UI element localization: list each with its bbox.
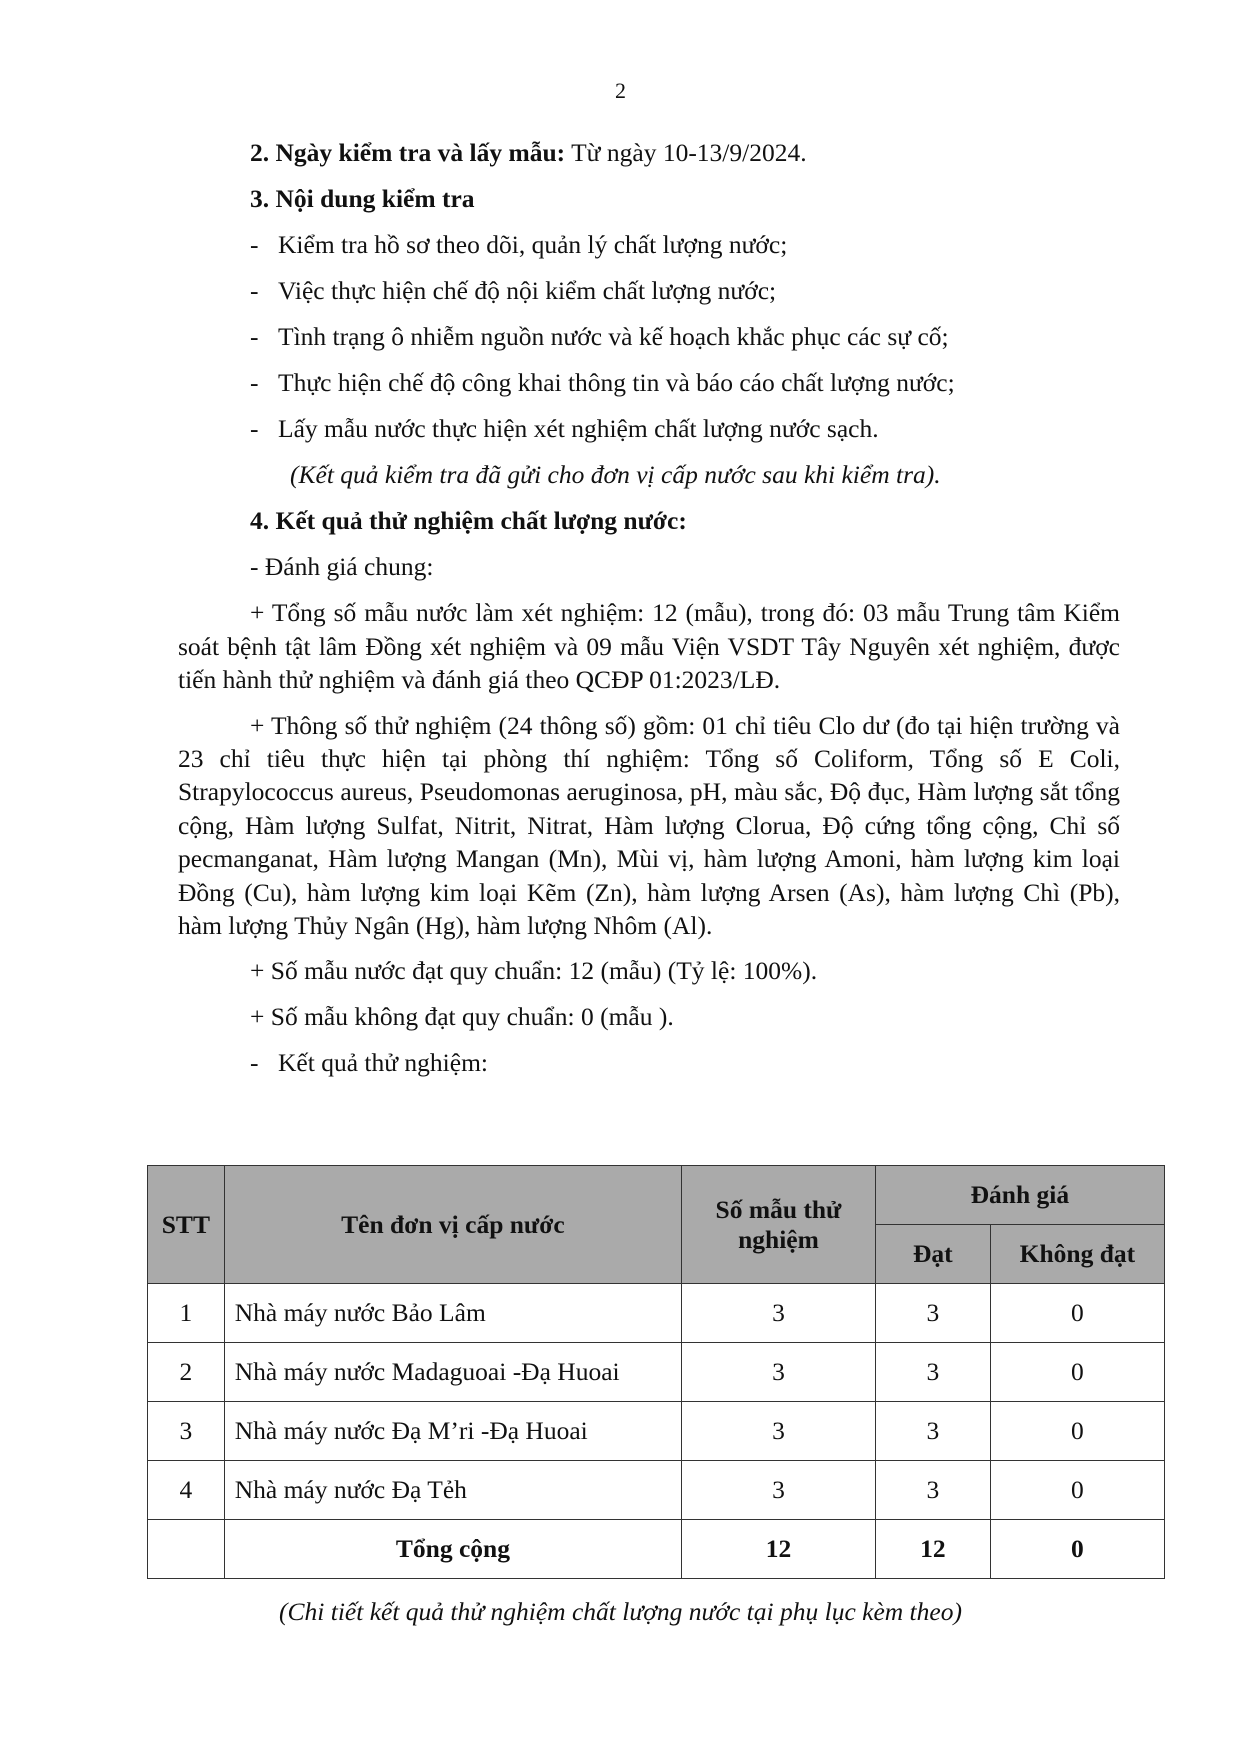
result-table <box>147 1165 1165 1579</box>
cell-pass: 3 <box>875 1284 990 1343</box>
section-2 <box>250 136 1120 170</box>
section-3 <box>250 182 1120 216</box>
table-footnote: (Chi tiết kết quả thử nghiệm chất lượng nước tại phụ lục kèm theo) <box>279 1597 962 1626</box>
cell-name: Nhà máy nước Bảo Lâm <box>224 1284 681 1343</box>
fail-summary: + Số mẫu không đạt quy chuẩn: 0 (mẫu ). <box>250 1002 674 1032</box>
table-total-row <box>148 1520 1165 1579</box>
total-samples: 12 <box>682 1520 876 1579</box>
cell-stt: 2 <box>148 1343 225 1402</box>
table-row <box>148 1402 1165 1461</box>
result-label: - Kết quả thử nghiệm: <box>250 1046 1120 1080</box>
header-name: Tên đơn vị cấp nước <box>224 1166 681 1284</box>
section-4 <box>250 504 1120 538</box>
header-samples: Số mẫu thử nghiệm <box>682 1166 876 1284</box>
section-4-label: 4. Kết quả thử nghiệm chất lượng nước: <box>250 506 687 535</box>
cell-samples: 3 <box>682 1461 876 1520</box>
list-item: - Kiểm tra hồ sơ theo dõi, quản lý chất lượng nước; <box>250 228 1120 262</box>
header-fail: Không đạt <box>990 1225 1164 1284</box>
section-3-note: (Kết quả kiểm tra đã gửi cho đơn vị cấp nước sau khi kiểm tra). <box>290 460 941 489</box>
table-row <box>148 1343 1165 1402</box>
list-item: - Lấy mẫu nước thực hiện xét nghiệm chất lượng nước sạch. <box>250 412 1120 446</box>
cell-pass: 3 <box>875 1402 990 1461</box>
cell-name: Nhà máy nước Madaguoai -Đạ Huoai <box>224 1343 681 1402</box>
general-assessment-label: - Đánh giá chung: <box>250 552 434 581</box>
total-label: Tổng cộng <box>224 1520 681 1579</box>
cell-name: Nhà máy nước Đạ M’ri -Đạ Huoai <box>224 1402 681 1461</box>
table-row <box>148 1284 1165 1343</box>
section-3-label: 3. Nội dung kiểm tra <box>250 184 475 213</box>
total-samples-paragraph: + Tổng số mẫu nước làm xét nghiệm: 12 (mẫu), trong đó: 03 mẫu Trung tâm Kiểm soát bệnh tật lâm Đồng xét nghiệm và 09 mẫu Viện VSDT Tây Nguyên xét nghiệm, được tiến hành thử nghiệm và đánh giá theo QCĐP 01:2023/LĐ. <box>178 598 1120 694</box>
cell-samples: 3 <box>682 1402 876 1461</box>
header-stt: STT <box>148 1166 225 1284</box>
cell-pass: 3 <box>875 1461 990 1520</box>
list-item: - Việc thực hiện chế độ nội kiểm chất lượng nước; <box>250 274 1120 308</box>
page-number: 2 <box>615 78 626 103</box>
cell-stt: 3 <box>148 1402 225 1461</box>
cell-fail: 0 <box>990 1284 1164 1343</box>
table-header-row <box>148 1166 1165 1225</box>
list-item: - Thực hiện chế độ công khai thông tin và báo cáo chất lượng nước; <box>250 366 1120 400</box>
cell-fail: 0 <box>990 1343 1164 1402</box>
cell-fail: 0 <box>990 1461 1164 1520</box>
list-item: - Tình trạng ô nhiễm nguồn nước và kế hoạch khắc phục các sự cố; <box>250 320 1120 354</box>
pass-summary: + Số mẫu nước đạt quy chuẩn: 12 (mẫu) (Tỷ lệ: 100%). <box>250 956 818 986</box>
cell-stt-empty <box>148 1520 225 1579</box>
header-evaluation: Đánh giá <box>875 1166 1164 1225</box>
total-fail: 0 <box>990 1520 1164 1579</box>
cell-stt: 1 <box>148 1284 225 1343</box>
cell-pass: 3 <box>875 1343 990 1402</box>
table-row <box>148 1461 1165 1520</box>
cell-name: Nhà máy nước Đạ Tẻh <box>224 1461 681 1520</box>
cell-fail: 0 <box>990 1402 1164 1461</box>
section-2-label: 2. Ngày kiểm tra và lấy mẫu: <box>250 138 566 167</box>
parameters-paragraph: + Thông số thử nghiệm (24 thông số) gồm: 01 chỉ tiêu Clo dư (đo tại hiện trường và 23 chỉ tiêu thực hiện tại phòng thí nghiệm: Tổng số Coliform, Tổng số E Coli, Strapylococcus aureus, Pseudomonas aeruginosa, pH, màu sắc, Độ đục, Hàm lượng sắt tổng cộng, Hàm lượng Sulfat, Nitrit, Nitrat, Hàm lượng Clorua, Độ cứng tổng cộng, Chỉ số pecmanganat, Hàm lượng Mangan (Mn), Mùi vị, hàm lượng Amoni, hàm lượng kim loại Đồng (Cu), hàm lượng kim loại Kẽm (Zn), hàm lượng Arsen (As), hàm lượng Chì (Pb), hàm lượng Thủy Ngân (Hg), hàm lượng Nhôm (Al). <box>178 710 1120 940</box>
document-body <box>178 136 1120 1090</box>
cell-stt: 4 <box>148 1461 225 1520</box>
header-pass: Đạt <box>875 1225 990 1284</box>
cell-samples: 3 <box>682 1284 876 1343</box>
total-pass: 12 <box>875 1520 990 1579</box>
cell-samples: 3 <box>682 1343 876 1402</box>
section-2-text: Từ ngày 10-13/9/2024. <box>565 138 807 167</box>
